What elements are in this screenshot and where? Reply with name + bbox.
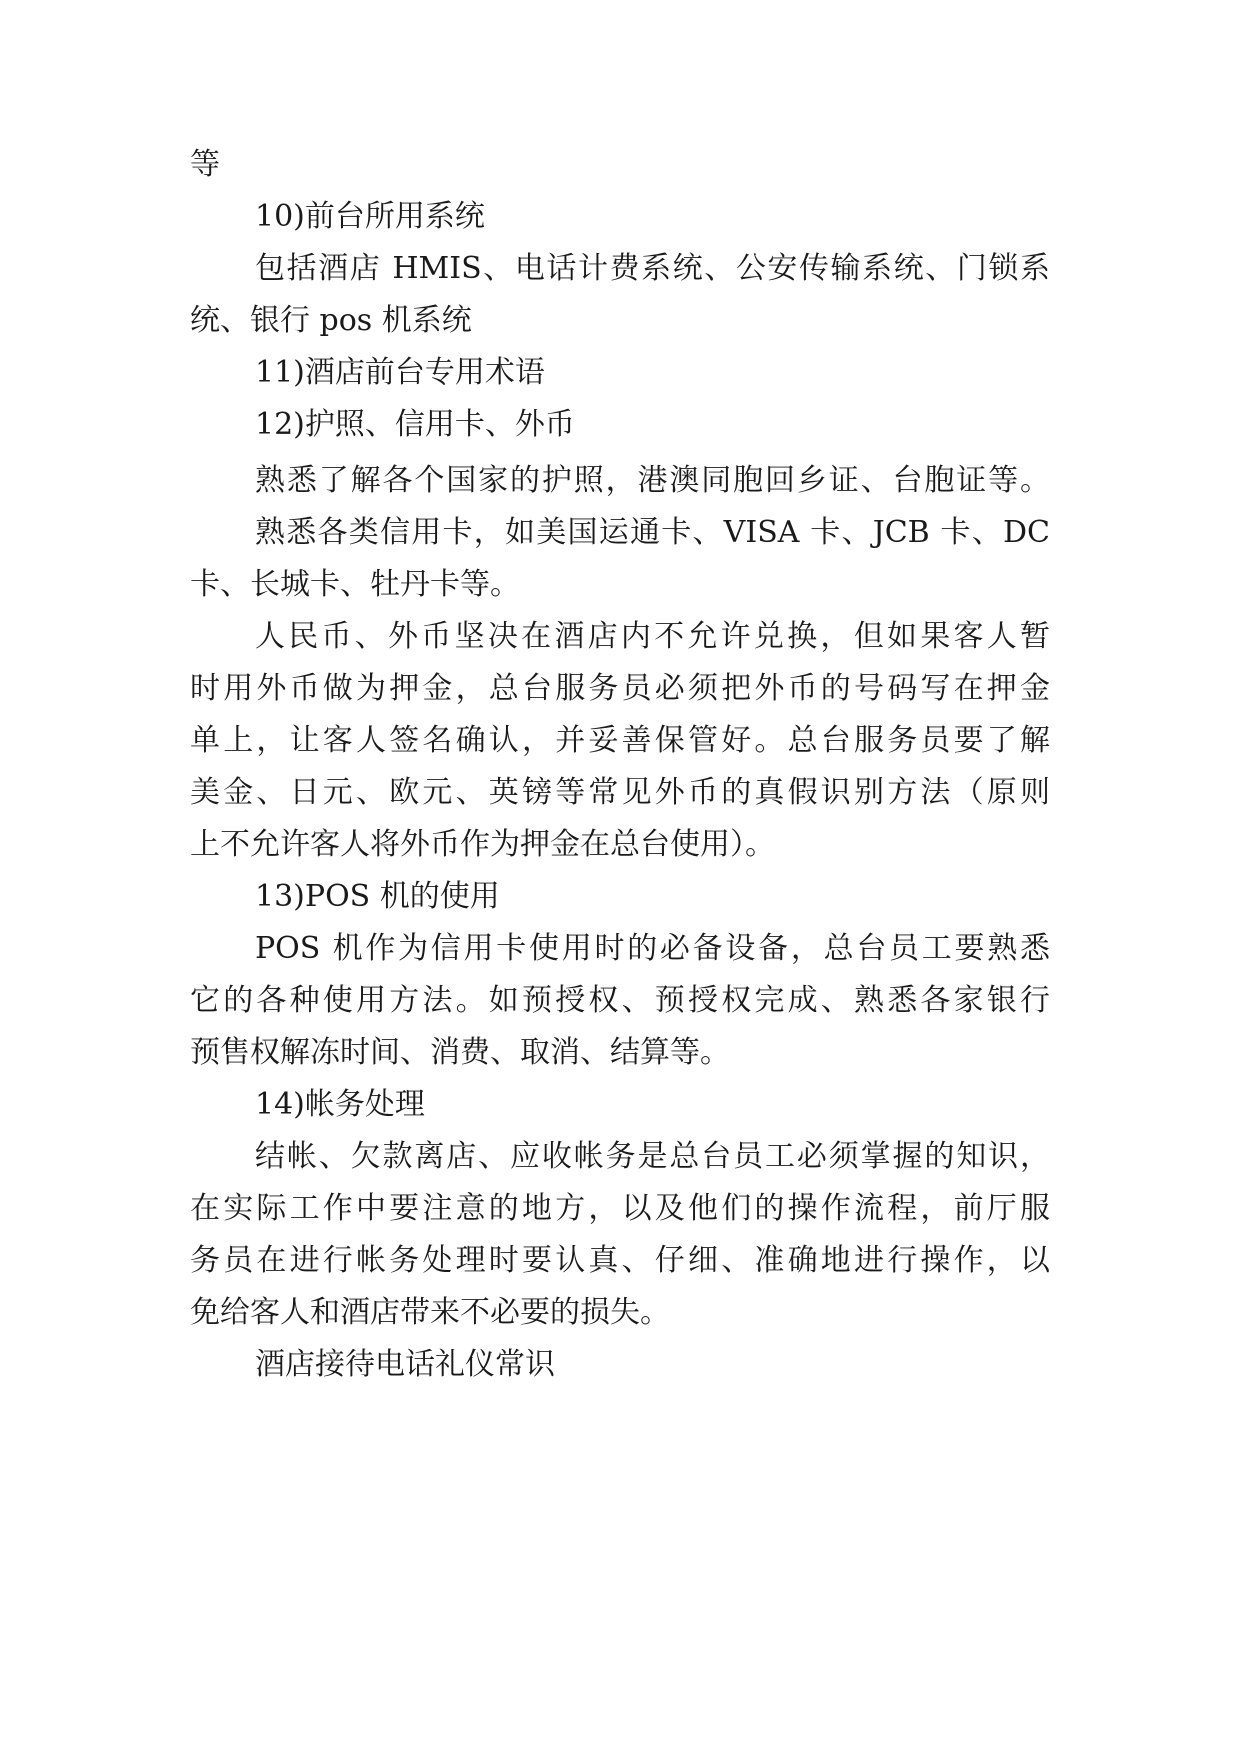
paragraph-line: 美金、日元、欧元、英镑等常见外币的真假识别方法（原则 xyxy=(190,775,1050,810)
paragraph-line: 时用外币做为押金，总台服务员必须把外币的号码写在押金 xyxy=(190,671,1050,706)
paragraph-line: 务员在进行帐务处理时要认真、仔细、准确地进行操作，以 xyxy=(190,1243,1050,1278)
section-heading-12: 12)护照、信用卡、外币 xyxy=(255,407,575,442)
paragraph-line: 人民币、外币坚决在酒店内不允许兑换，但如果客人暂 xyxy=(255,619,1050,654)
section-heading-14: 14)帐务处理 xyxy=(255,1087,425,1122)
paragraph-line: 熟悉了解各个国家的护照，港澳同胞回乡证、台胞证等。 xyxy=(255,463,1050,498)
section-heading-phone-etiquette: 酒店接待电话礼仪常识 xyxy=(255,1347,555,1382)
paragraph-line: 它的各种使用方法。如预授权、预授权完成、熟悉各家银行 xyxy=(190,983,1050,1018)
paragraph-line: 预售权解冻时间、消费、取消、结算等。 xyxy=(190,1035,730,1070)
section-heading-11: 11)酒店前台专用术语 xyxy=(255,355,545,390)
section-heading-13: 13)POS 机的使用 xyxy=(255,879,500,914)
paragraph-line: 上不允许客人将外币作为押金在总台使用）。 xyxy=(190,827,775,862)
paragraph-line: 包括酒店 HMIS、电话计费系统、公安传输系统、门锁系 xyxy=(255,251,1050,286)
paragraph-line: 结帐、欠款离店、应收帐务是总台员工必须掌握的知识， xyxy=(255,1139,1050,1174)
text-line-continuation: 等 xyxy=(190,147,220,182)
paragraph-line: POS 机作为信用卡使用时的必备设备，总台员工要熟悉 xyxy=(255,931,1050,966)
paragraph-line: 免给客人和酒店带来不必要的损失。 xyxy=(190,1295,670,1330)
paragraph-line: 熟悉各类信用卡，如美国运通卡、VISA 卡、JCB 卡、DC xyxy=(255,515,1050,550)
paragraph-line: 单上，让客人签名确认，并妥善保管好。总台服务员要了解 xyxy=(190,723,1050,758)
section-heading-10: 10)前台所用系统 xyxy=(255,199,485,234)
paragraph-line: 在实际工作中要注意的地方，以及他们的操作流程，前厅服 xyxy=(190,1191,1050,1226)
paragraph-line: 统、银行 pos 机系统 xyxy=(190,303,472,338)
paragraph-line: 卡、长城卡、牡丹卡等。 xyxy=(190,567,520,602)
